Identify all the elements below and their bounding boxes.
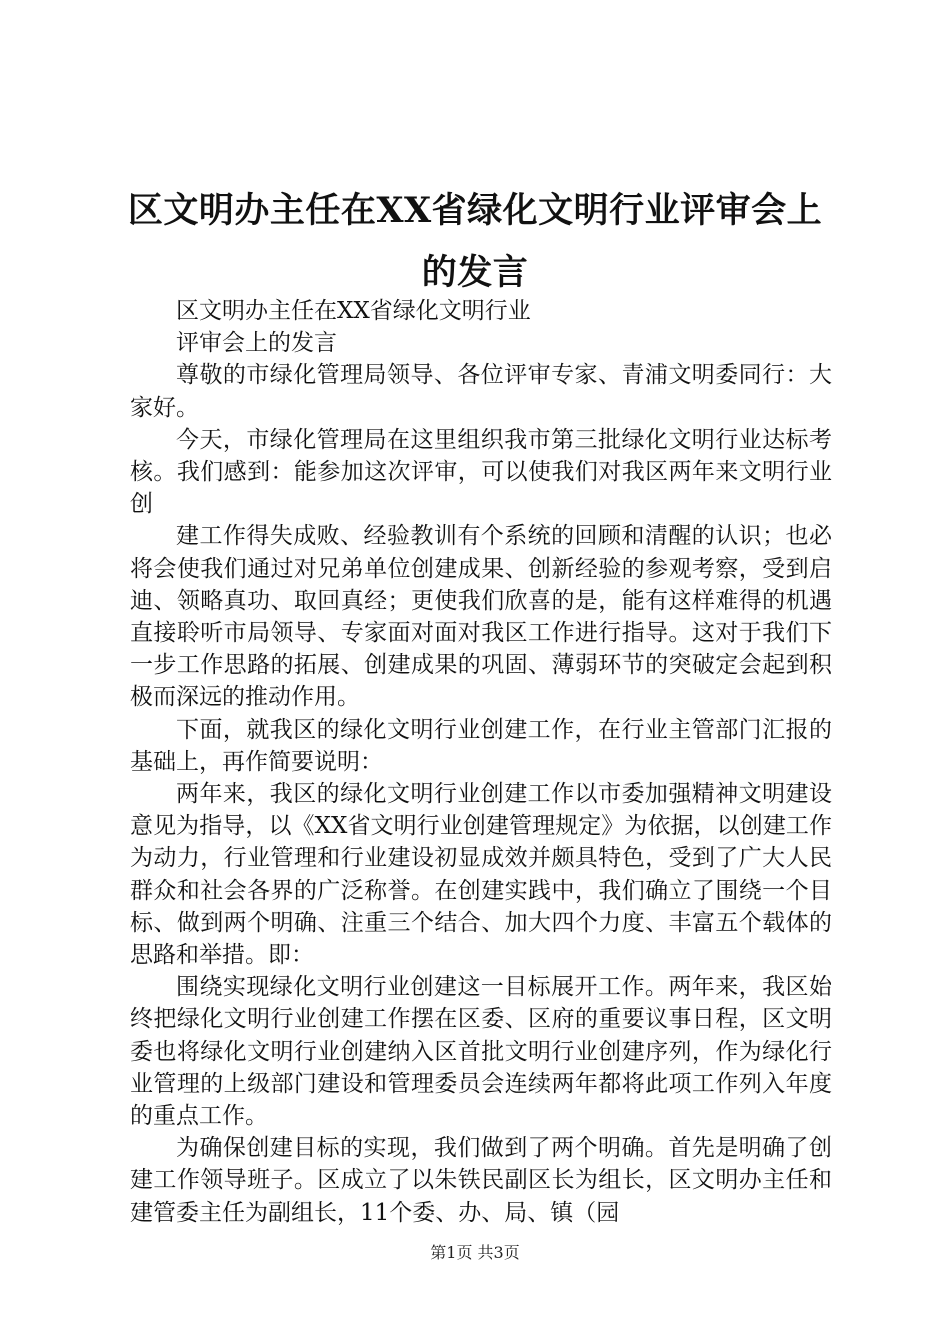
page-footer: 第1页 共3页 [430, 1243, 520, 1262]
document-title [100, 180, 850, 304]
document-body [130, 295, 832, 1229]
paragraph: 两年来，我区的绿化文明行业创建工作以市委加强精神文明建设意见为指导，以《XX省文明行业创建管理规定》为依据，以创建工作为动力，行业管理和行业建设初显成效并颇具特色，受到了广大人民群众和社会各界的广泛称誉。在创建实践中，我们确立了围绕一个目标、做到两个明确、注重三个结合、加大四个力度、丰富五个载体的思路和举措。即： [130, 781, 832, 969]
paragraph: 评审会上的发言 [176, 330, 337, 357]
paragraph: 今天，市绿化管理局在这里组织我市第三批绿化文明行业达标考核。我们感到：能参加这次评审，可以使我们对我区两年来文明行业创 [130, 426, 832, 518]
paragraph: 建工作得失成败、经验教训有个系统的回顾和清醒的认识；也必将会使我们通过对兄弟单位创建成果、创新经验的参观考察，受到启迪、领略真功、取回真经；更使我们欣喜的是，能有这样难得的机遇直接聆听市局领导、专家面对面对我区工作进行指导。这对于我们下一步工作思路的拓展、创建成果的巩固、薄弱环节的突破定会起到积极而深远的推动作用。 [130, 523, 832, 711]
paragraph: 下面，就我区的绿化文明行业创建工作，在行业主管部门汇报的基础上，再作简要说明： [130, 716, 832, 775]
paragraph: 为确保创建目标的实现，我们做到了两个明确。首先是明确了创建工作领导班子。区成立了以朱铁民副区长为组长，区文明办主任和建管委主任为副组长，11个委、办、局、镇（园 [130, 1135, 832, 1226]
paragraph: 区文明办主任在XX省绿化文明行业 [176, 298, 531, 324]
paragraph: 围绕实现绿化文明行业创建这一目标展开工作。两年来，我区始终把绿化文明行业创建工作摆在区委、区府的重要议事日程，区文明委也将绿化文明行业创建纳入区首批文明行业创建序列，作为绿化行业管理的上级部门建设和管理委员会连续两年都将此项工作列入年度的重点工作。 [130, 974, 832, 1130]
paragraph: 尊敬的市绿化管理局领导、各位评审专家、青浦文明委同行：大家好。 [130, 362, 832, 421]
title-line-2: 的发言 [421, 252, 529, 293]
title-line-1: 区文明办主任在XX省绿化文明行业评审会上 [127, 190, 823, 231]
